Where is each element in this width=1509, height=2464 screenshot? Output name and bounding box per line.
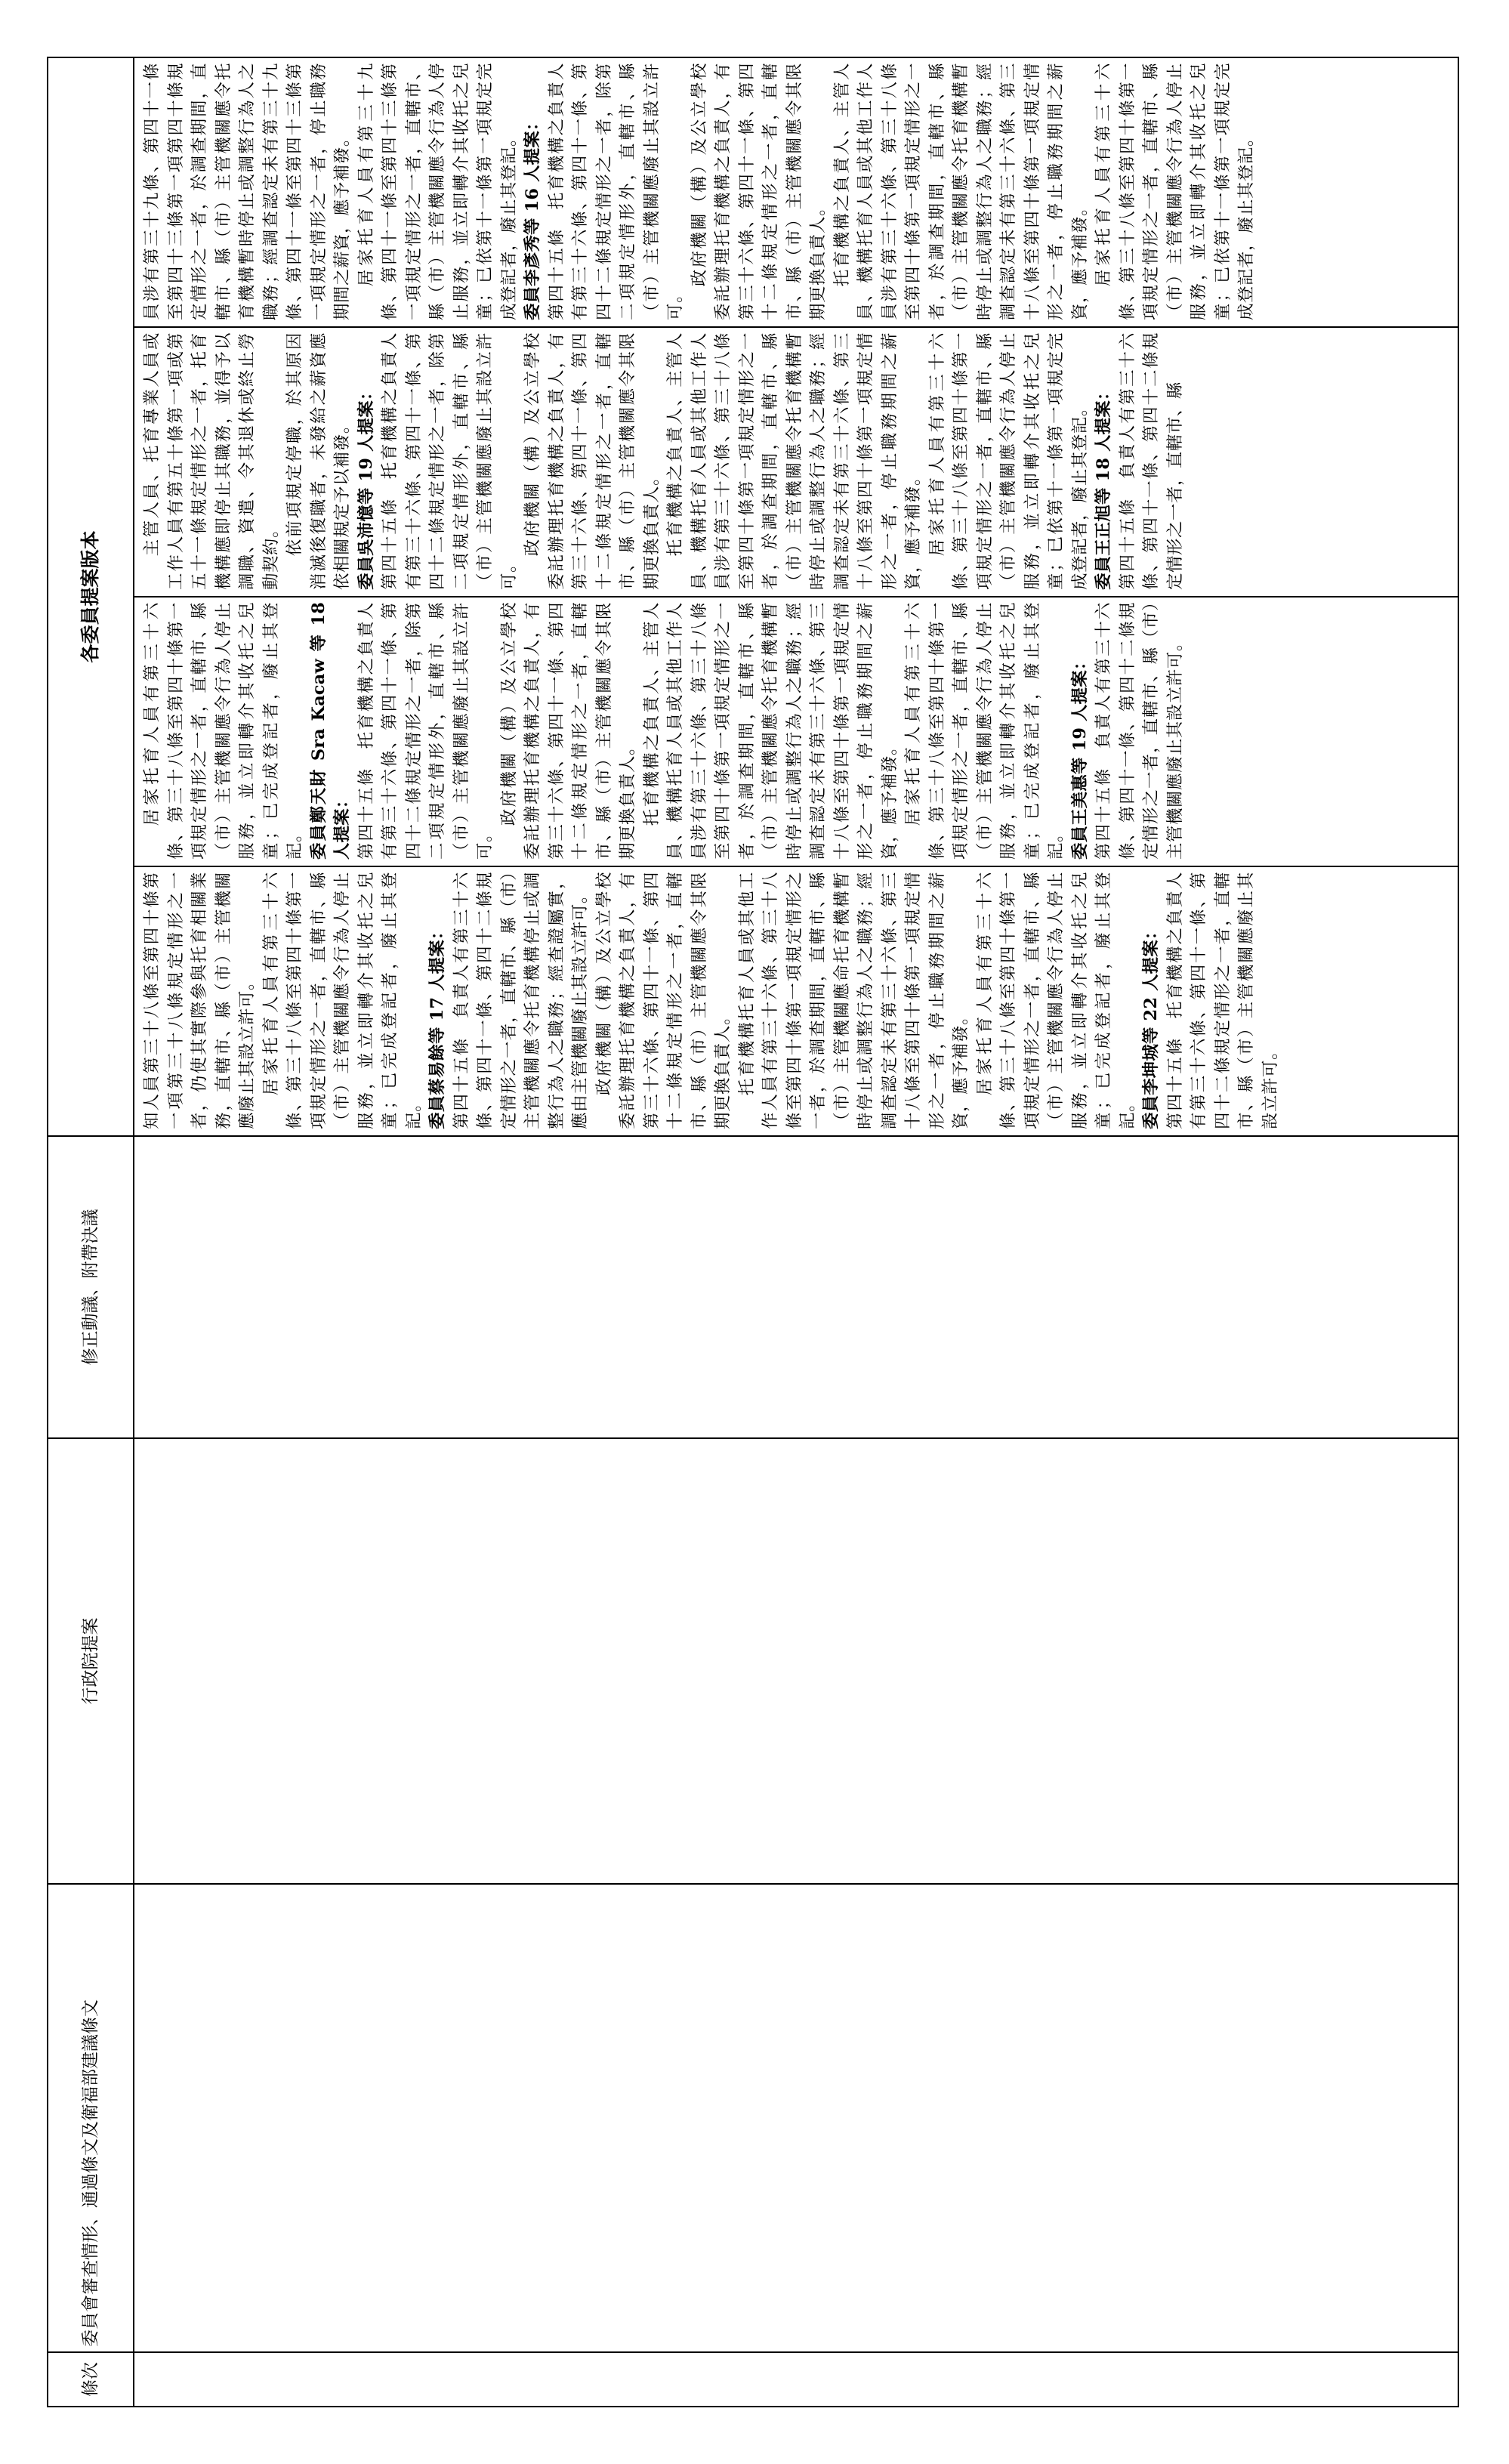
proposer-heading: 委員蔡易餘等 17 人提案：	[427, 922, 447, 1129]
header-committee: 委員會審查情形、通過條文及衛福部建議條文	[48, 1884, 134, 2352]
proposal-paragraph: 第四十五條 托育機構之負責人有第三十六條、第四十一條、第四十二條規定情形之一者，除第二項規定情形外，直轄市、縣（市）主管機關應廢止其設立許可。	[380, 332, 519, 590]
cell-executive	[134, 1438, 1458, 1884]
proposal-paragraph: 第四十五條 托育機構之負責人有第三十六條、第四十一條、第四十二條規定情形之一者，除第二項規定情形外，直轄市、縣（市）主管機關應廢止其設立許可。	[546, 62, 685, 320]
proposal-paragraph: 第四十五條 負責人有第三十六條、第四十一條、第四十二條規定情形之一者，直轄市、縣	[1117, 332, 1185, 590]
comparison-table	[47, 57, 1459, 2407]
proposer-heading: 委員王美惠等 19 人提案：	[1069, 653, 1090, 860]
proposal-paragraph: 托育機構之負責人、主管人員、機構托育人員或其他工作人員涉有第三十六條、第三十八條至第四十條第一項規定情形之一者，於調查期間，直轄市、縣（市）主管機關應令托育機構暫時停止或調整行為人之職務；經調查認定未有第三十六條、第三十八條至第四十條第一項規定情形之一者，停止職務期間之薪資，應予補發。	[665, 332, 923, 590]
cell-article-no	[134, 2352, 1458, 2407]
proposal-paragraph: 主管人員、托育專業人員或工作人員有第五十條第一項或第五十一條規定情形之一者，托育機構應即停止其職務，並得予以調職、資遣、令其退休或終止勞動契約。	[142, 332, 281, 590]
header-row	[48, 57, 134, 2407]
proposal-paragraph: 政府機關（構）及公立學校委託辦理托育機構之負責人，有第三十六條、第四十一條、第四十二條規定情形之一者，直轄市、縣（市）主管機關應令其限期更換負責人。	[689, 62, 828, 320]
header-executive: 行政院提案	[48, 1438, 134, 1884]
proposal-paragraph: 居家托育人員有第三十六條、第三十八條至第四十條第一項規定情形之一者，直轄市、縣（市）主管機關應令行為人停止服務，並立即轉介其收托之兒童；已完成登記者，廢止其登記。	[974, 872, 1137, 1129]
proposal-paragraph: 依前項規定停職，於其原因消滅後復職者，未發給之薪資應依相關規定予以補發。	[285, 332, 352, 590]
proposal-paragraph: 托育機構之負責人、主管人員、機構托育人員或其他工作人員涉有第三十六條、第三十八條至第四十條第一項規定情形之一者，於調查期間，直轄市、縣（市）主管機關應令托育機構暫時停止或調整行為人之職務；經調查認定未有第三十六條、第三十八條至第四十條第一項規定情形之一者，停止職務期間之薪資，應予補發。	[832, 62, 1090, 320]
proposal-paragraph: 托育機構之負責人、主管人員、機構托育人員或其他工作人員涉有第三十六條、第三十八條至第四十條第一項規定情形之一者，於調查期間，直轄市、縣（市）主管機關應令托育機構暫時停止或調整行為人之職務；經調查認定未有第三十六條、第三十八條至第四十條第一項規定情形之一者，停止職務期間之薪資，應予補發。	[641, 602, 900, 860]
proposal-column-2	[134, 597, 1458, 866]
proposal-column-1	[134, 866, 1458, 1136]
proposal-paragraph: 居家托育人員有第三十六條、第三十八條至第四十條第一項規定情形之一者，直轄市、縣（市）主管機關應令行為人停止服務，並立即轉介其收托之兒童；已依第十一條第一項規定完成登記者，廢止其登記。	[1094, 62, 1256, 320]
proposal-paragraph: 知人員第三十八條至第四十條第一項第三十八條規定情形之一者，仍使其實際參與托育相關業務，直轄市、縣（市）主管機關應廢止其設立許可。	[142, 872, 257, 1129]
header-member-versions: 各委員提案版本	[48, 57, 134, 1136]
proposer-heading: 委員李彥秀等 16 人提案：	[523, 113, 542, 320]
proposal-paragraph: 政府機關（構）及公立學校委託辦理托育機構之負責人，有第三十六條、第四十一條、第四十二條規定情形之一者，直轄市、縣（市）主管機關應令其限期更換負責人。	[523, 332, 662, 590]
proposal-paragraph: 托育機構托育人員或其他工作人員有第三十六條、第三十八條至第四十條第一項規定情形之一者，於調查期間，直轄市、縣（市）主管機關應命托育機構暫時停止或調整行為人之職務；經調查認定未有第三十六條、第三十八條至第四十條第一項規定情形之一者，停止職務期間之薪資，應予補發。	[736, 872, 971, 1129]
proposer-heading: 委員鄭天財 Sra Kacaw 等 18 人提案：	[308, 602, 352, 860]
header-article-no: 條次	[48, 2352, 134, 2407]
proposal-paragraph: 居家托育人員有第三十六條、第三十八條至第四十條第一項規定情形之一者，直轄市、縣（市）主管機關應令行為人停止服務，並立即轉介其收托之兒童；已完成登記者，廢止其登記。	[261, 872, 424, 1129]
proposal-paragraph: 居家托育人員有第三十六條、第三十八條至第四十條第一項規定情形之一者，直轄市、縣（市）主管機關應令行為人停止服務，並立即轉介其收托之兒童；已完成登記者，廢止其登記。	[142, 602, 304, 860]
proposer-heading: 委員吳沛憶等 19 人提案：	[356, 383, 376, 590]
cell-amendment	[134, 1136, 1458, 1438]
proposal-paragraph: 第四十五條 托育機構之負責人有第三十六條、第四十一條、第四十二條規定情形之一者，除第二項規定情形外，直轄市、縣（市）主管機關應廢止其設立許可。	[356, 602, 495, 860]
proposal-paragraph: 第四十五條 負責人有第三十六條、第四十一條、第四十二條規定情形之一者，直轄市、縣（市）主管機關應廢止其設立許可。	[1094, 602, 1185, 860]
proposal-paragraph: 政府機關（構）及公立學校委託辦理托育機構之負責人，有第三十六條、第四十一條、第四十二條規定情形之一者，直轄市、縣（市）主管機關應令其限期更換負責人。	[594, 872, 733, 1129]
proposal-paragraph: 居家托育人員有第三十六條、第三十八條至第四十條第一項規定情形之一者，直轄市、縣（市）主管機關應令行為人停止服務，並立即轉介其收托之兒童；已依第十一條第一項規定完成登記者，廢止其登記。	[927, 332, 1090, 590]
proposal-paragraph: 第四十五條 負責人有第三十六條、第四十一條、第四十二條規定情形之一者，直轄市、縣（市）主管機關應令托育機構停止或調整行為人之職務；經查證屬實，應由主管機關廢止其設立許可。	[451, 872, 590, 1129]
proposal-paragraph: 第四十五條 托育機構之負責人有第三十六條、第四十一條、第四十二條規定情形之一者，直轄市、縣（市）主管機關應廢止其設立許可。	[1165, 872, 1280, 1129]
proposal-paragraph: 政府機關（構）及公立學校委託辦理托育機構之負責人，有第三十六條、第四十一條、第四十二條規定情形之一者，直轄市、縣（市）主管機關應令其限期更換負責人。	[498, 602, 637, 860]
cell-committee	[134, 1884, 1458, 2352]
proposal-paragraph: 居家托育人員有第三十九條、第四十一條至第四十三條第一項規定情形之一者，直轄市、縣（市）主管機關應令行為人停止服務，並立即轉介其收托之兒童；已依第十一條第一項規定完成登記者，廢止其登記。	[356, 62, 519, 320]
proposal-paragraph: 員涉有第三十九條、第四十一條至第四十三條第一項第四十條規定情形之一者，於調查期間，直轄市、縣（市）主管機關應令托育機構暫時停止或調整行為人之職務；經調查認定未有第三十九條、第四十一條至第四十三條第一項規定情形之一者，停止職務期間之薪資，應予補發。	[142, 62, 352, 320]
header-amendment: 修正動議、附帶決議	[48, 1136, 134, 1438]
proposer-heading: 委員李坤城等 22 人提案：	[1141, 922, 1161, 1129]
proposal-column-3	[134, 327, 1458, 597]
content-row	[134, 57, 1458, 2407]
proposer-heading: 委員王正旭等 18 人提案：	[1094, 383, 1113, 590]
proposal-column-4	[134, 57, 1458, 327]
proposal-paragraph: 居家托育人員有第三十六條、第三十八條至第四十條第一項規定情形之一者，直轄市、縣（市）主管機關應令行為人停止服務，並立即轉介其收托之兒童；已完成登記者，廢止其登記。	[903, 602, 1066, 860]
